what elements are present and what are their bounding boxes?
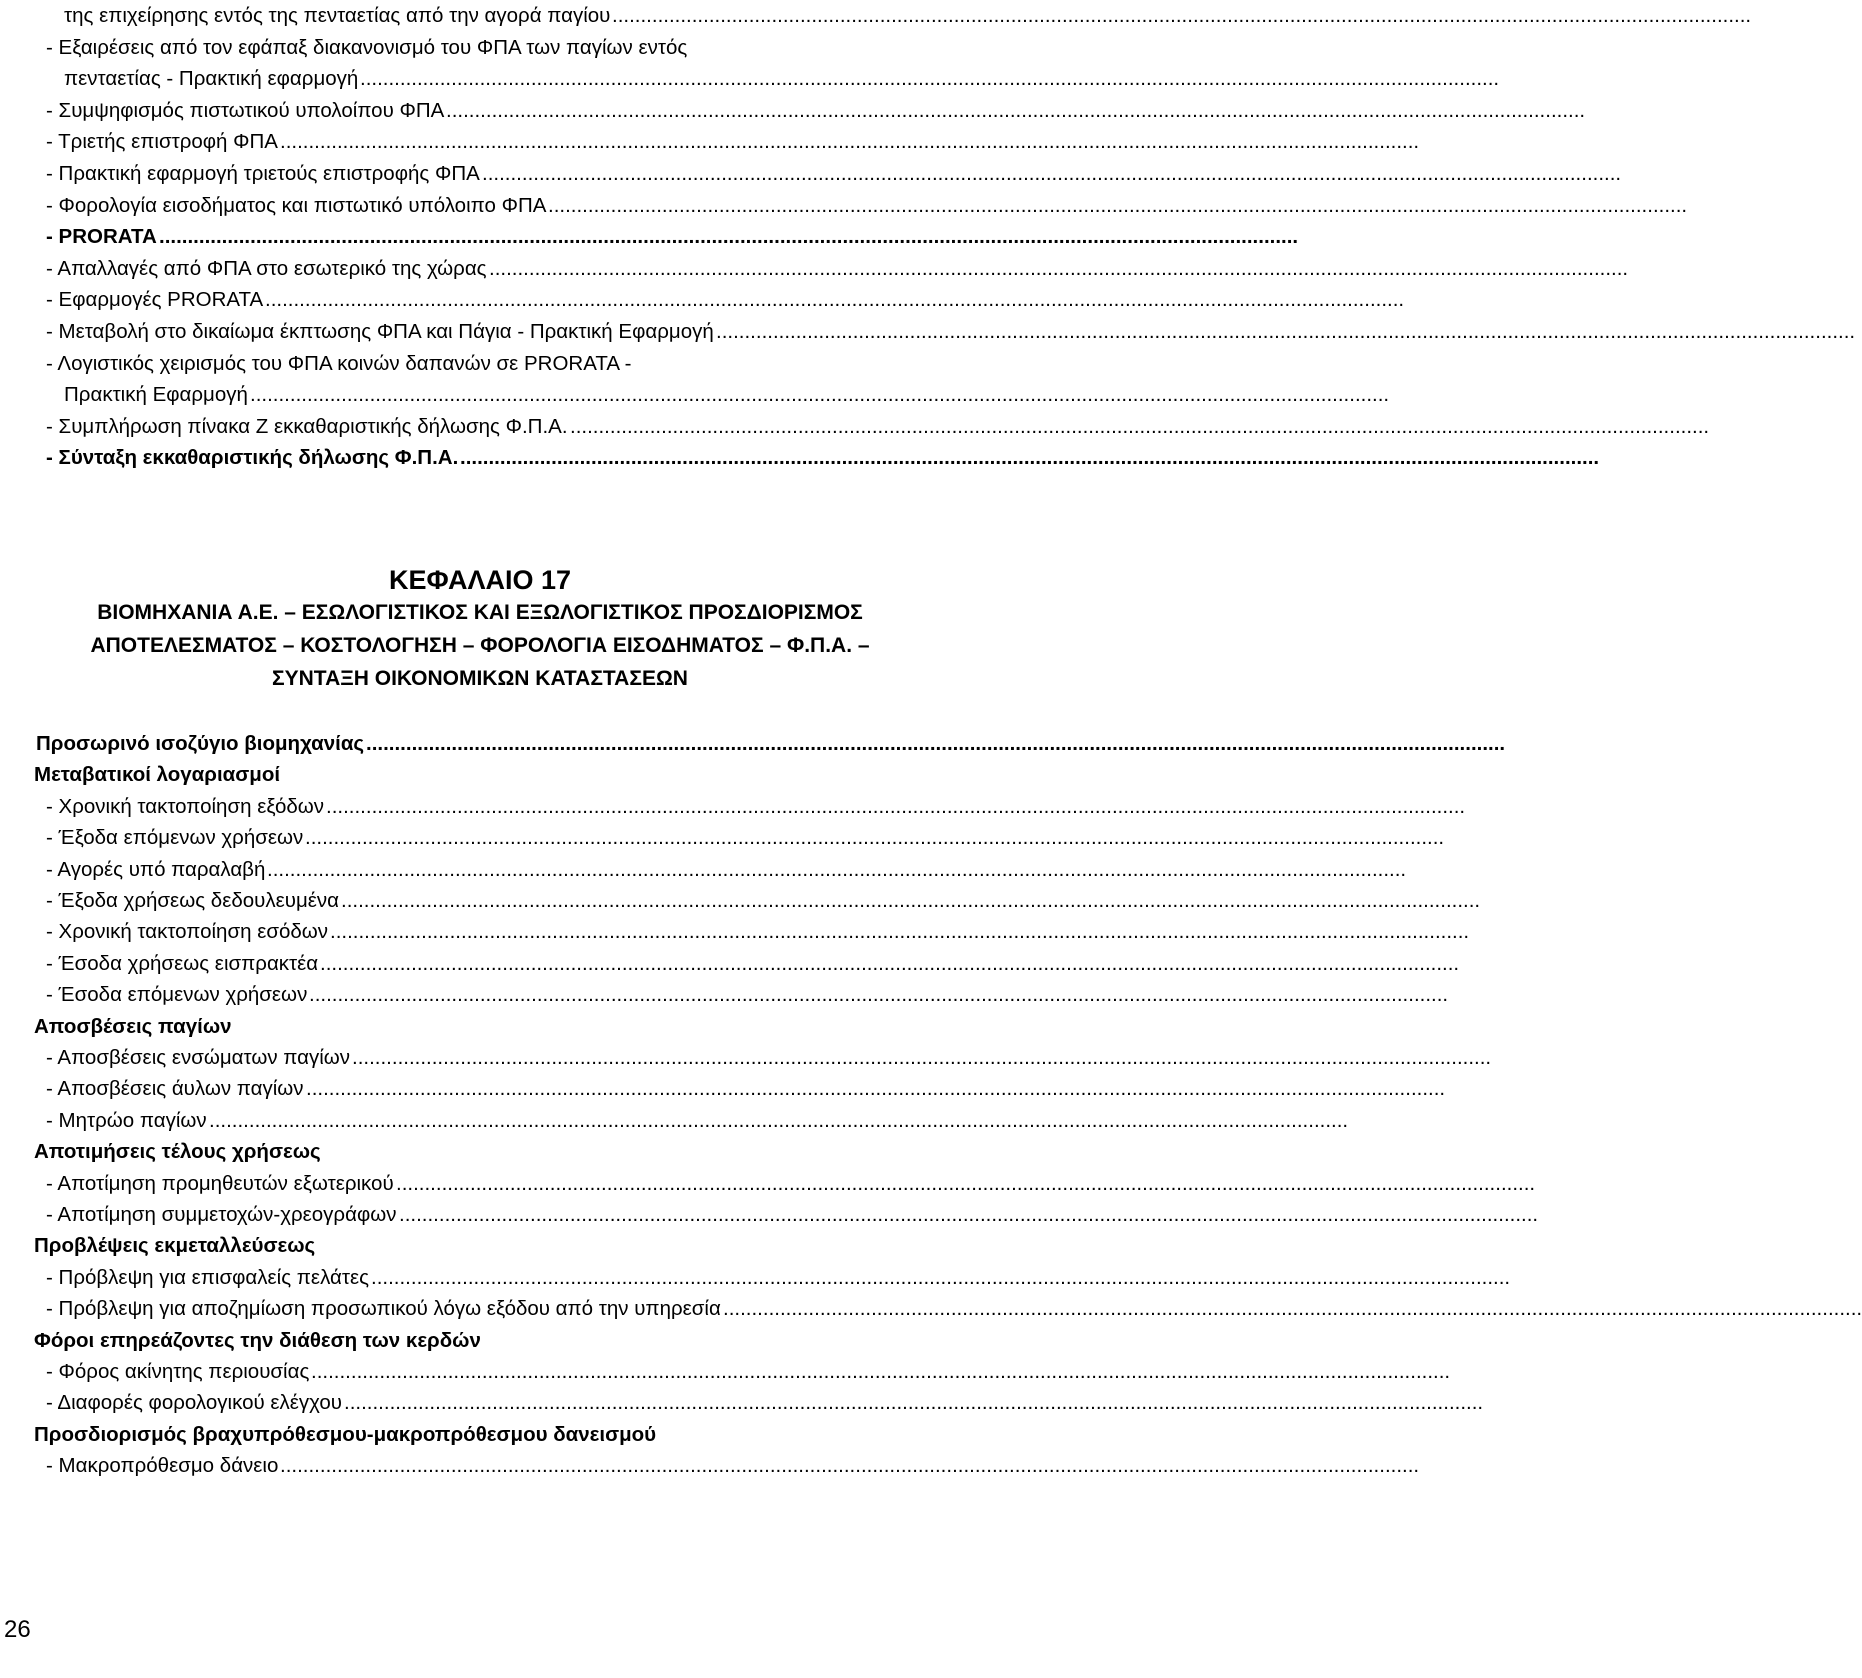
toc-entry	[0, 158, 1622, 190]
toc-entry	[0, 979, 1449, 1011]
toc-entry-text: - Αποτίμηση προμηθευτών εξωτερικού	[46, 1171, 394, 1195]
leader-dots: ........................................................................................................................................................................................................	[280, 1454, 1420, 1478]
leader-dots: ........................................................................................................................................................................................................	[311, 1360, 1451, 1383]
toc-entry-text: - Εξαιρέσεις από τον εφάπαξ διακανονισμό του ΦΠΑ των παγίων εντός	[46, 35, 688, 59]
chapter-title-line-3: ΣΥΝΤΑΞΗ ΟΙΚΟΝΟΜΙΚΩΝ ΚΑΤΑΣΤΑΣΕΩΝ	[272, 667, 688, 690]
toc-entry	[0, 822, 1445, 854]
leader-dots: ........................................................................................................................................................................................................	[306, 1077, 1446, 1101]
toc-entry-text: - Σύνταξη εκκαθαριστικής δήλωσης Φ.Π.Α.	[46, 446, 459, 470]
toc-entry	[0, 190, 1688, 222]
toc-entry	[0, 63, 1500, 95]
leader-dots: ........................................................................................................................................................................................................	[723, 1297, 1862, 1321]
leader-dots: ........................................................................................................................................................................................................	[267, 857, 1407, 881]
toc-entry-text: - Συμψηφισμός πιστωτικού υπολοίπου ΦΠΑ	[46, 98, 445, 122]
toc-entry	[0, 791, 1466, 823]
toc-entry	[0, 728, 1506, 760]
leader-dots: ........................................................................................................................................................................................................	[320, 951, 1460, 975]
leader-dots: ........................................................................................................................................................................................................	[548, 193, 1688, 217]
toc-entry-text: της επιχείρησης εντός της πενταετίας από την αγορά παγίου	[64, 4, 611, 27]
toc-entry	[0, 284, 1405, 316]
leader-dots: ........................................................................................................................................................................................................	[341, 889, 1481, 912]
leader-dots: ........................................................................................................................................................................................................	[489, 256, 1629, 280]
toc-entry	[0, 1325, 960, 1357]
toc-entry-text: Μεταβατικοί λογαριασμοί	[34, 763, 281, 787]
leader-dots: ........................................................................................................................................................................................................	[399, 1203, 1539, 1226]
toc-entry	[0, 1262, 1511, 1294]
toc-entry-text: - Αποτίμηση συμμετοχών-χρεογράφων	[46, 1203, 397, 1226]
toc-entry	[0, 1011, 960, 1043]
toc-entry	[0, 916, 1470, 948]
toc-entry	[0, 348, 960, 380]
leader-dots: ........................................................................................................................................................................................................	[612, 4, 1752, 27]
page-number: 26	[4, 1616, 31, 1643]
toc-entry	[0, 1073, 1446, 1105]
toc-entry	[0, 948, 1460, 980]
leader-dots: ........................................................................................................................................................................................................	[446, 98, 1586, 122]
leader-dots: ........................................................................................................................................................................................................	[280, 130, 1420, 154]
leader-dots: ........................................................................................................................................................................................................	[396, 1171, 1536, 1195]
toc-entry-text: - Αποσβέσεις ενσώματων παγίων	[46, 1046, 351, 1069]
toc-entry-text: - Μεταβολή στο δικαίωμα έκπτωσης ΦΠΑ και Πάγια - Πρακτική Εφαρμογή	[46, 320, 714, 343]
leader-dots: ........................................................................................................................................................................................................	[330, 920, 1470, 944]
toc-entry	[0, 0, 1752, 32]
toc-entry	[0, 1199, 1539, 1231]
leader-dots: ........................................................................................................................................................................................................	[371, 1265, 1511, 1289]
toc-entry-text: Αποτιμήσεις τέλους χρήσεως	[34, 1140, 321, 1164]
toc-entry	[0, 1168, 1536, 1200]
toc-entry-text: - PRORATA	[46, 225, 157, 249]
toc-entry	[0, 1419, 960, 1451]
toc-entry-text: - Λογιστικός χειρισμός του ΦΠΑ κοινών δαπανών σε PRORATA -	[46, 351, 632, 375]
leader-dots: ........................................................................................................................................................................................................	[570, 414, 1710, 438]
toc-entry	[0, 1293, 1862, 1325]
leader-dots: ........................................................................................................................................................................................................	[265, 288, 1405, 312]
toc-entry-text: - Έσοδα επόμενων χρήσεων	[46, 983, 308, 1007]
toc-entry-text: - Μακροπρόθεσμο δάνειο	[46, 1454, 279, 1478]
toc-entry-text: - Έξοδα επόμενων χρήσεων	[46, 826, 304, 850]
leader-dots: ........................................................................................................................................................................................................	[460, 446, 1600, 470]
toc-entry-text: - Διαφορές φορολογικού ελέγχου	[46, 1391, 342, 1415]
toc-entry	[0, 316, 1856, 348]
toc-entry-text: - Αποσβέσεις άυλων παγίων	[46, 1077, 304, 1101]
toc-entry	[0, 854, 1407, 886]
toc-entry-text: - Μητρώο παγίων	[46, 1108, 207, 1132]
toc-entry	[0, 126, 1420, 158]
toc-entry-text: - Απαλλαγές από ΦΠΑ στο εσωτερικό της χώρας	[46, 256, 487, 280]
toc-entry	[0, 1136, 960, 1168]
toc-entry-text: - Έσοδα χρήσεως εισπρακτέα	[46, 951, 319, 975]
leader-dots: ........................................................................................................................................................................................................	[352, 1046, 1492, 1069]
toc-entry-text: - Χρονική τακτοποίηση εσόδων	[46, 920, 329, 944]
toc-entry-text: - Πρακτική εφαρμογή τριετούς επιστροφής ΦΠΑ	[46, 162, 480, 185]
leader-dots: ........................................................................................................................................................................................................	[482, 162, 1622, 185]
leader-dots: ........................................................................................................................................................................................................	[250, 383, 1390, 407]
leader-dots: ........................................................................................................................................................................................................	[716, 320, 1856, 343]
toc-entry	[0, 1387, 1484, 1419]
toc-entry	[0, 759, 960, 791]
leader-dots: ........................................................................................................................................................................................................	[159, 225, 1299, 249]
toc-entry-text: - Έξοδα χρήσεως δεδουλευμένα	[46, 889, 340, 912]
toc-entry	[0, 1356, 1451, 1388]
leader-dots: ........................................................................................................................................................................................................	[366, 732, 1506, 755]
toc-entry-text: Φόροι επηρεάζοντες την διάθεση των κερδών	[34, 1328, 481, 1352]
toc-entry	[0, 885, 1481, 917]
chapter-title-line-1: ΒΙΟΜΗΧΑΝΙΑ Α.Ε. – ΕΣΩΛΟΓΙΣΤΙΚΟΣ ΚΑΙ ΕΞΩΛΟΓΙΣΤΙΚΟΣ ΠΡΟΣΔΙΟΡΙΣΜΟΣ	[97, 601, 863, 624]
toc-entry-text: Αποσβέσεις παγίων	[34, 1014, 232, 1038]
toc-entry	[0, 1105, 1349, 1137]
toc-entry	[0, 221, 1299, 253]
toc-entry	[0, 95, 1586, 127]
toc-entry-text: - Φορολογία εισοδήματος και πιστωτικό υπόλοιπο ΦΠΑ	[46, 193, 547, 217]
toc-entry	[0, 1450, 1420, 1482]
toc-entry-text: - Αγορές υπό παραλαβή	[46, 857, 266, 881]
toc-entry-text: Προσωρινό ισοζύγιο βιομηχανίας	[36, 732, 365, 755]
toc-entry-text: Πρακτική Εφαρμογή	[64, 383, 248, 407]
toc-entry-text: Προβλέψεις εκμεταλλεύσεως	[34, 1234, 316, 1258]
toc-entry	[0, 379, 1390, 411]
toc-entry	[0, 411, 1710, 443]
toc-entry-text: - Φόρος ακίνητης περιουσίας	[46, 1360, 310, 1383]
leader-dots: ........................................................................................................................................................................................................	[209, 1108, 1349, 1132]
toc-entry-text: πενταετίας - Πρακτική εφαρμογή	[64, 67, 359, 91]
leader-dots: ........................................................................................................................................................................................................	[309, 983, 1449, 1007]
toc-entry-text: - Τριετής επιστροφή ΦΠΑ	[46, 130, 278, 154]
toc-entry-text: - Χρονική τακτοποίηση εξόδων	[46, 794, 325, 818]
chapter-number: ΚΕΦΑΛΑΙΟ 17	[389, 565, 571, 595]
toc-entry-text: - Πρόβλεψη για επισφαλείς πελάτες	[46, 1265, 369, 1289]
toc-entry-text: Προσδιορισμός βραχυπρόθεσμου-μακροπρόθεσμου δανεισμού	[34, 1422, 657, 1446]
leader-dots: ........................................................................................................................................................................................................	[344, 1391, 1484, 1415]
leader-dots: ........................................................................................................................................................................................................	[326, 794, 1466, 818]
toc-entry	[0, 442, 1600, 474]
leader-dots: ........................................................................................................................................................................................................	[360, 67, 1500, 91]
toc-entry	[0, 1230, 960, 1262]
toc-entry-text: - Εφαρμογές PRORATA	[46, 288, 264, 312]
toc-entry-text: - Πρόβλεψη για αποζημίωση προσωπικού λόγω εξόδου από την υπηρεσία	[46, 1297, 721, 1321]
toc-entry-text: - Συμπλήρωση πίνακα Ζ εκκαθαριστικής δήλωσης Φ.Π.Α.	[46, 414, 568, 438]
toc-entry	[0, 253, 1629, 285]
toc-entry	[0, 32, 960, 64]
toc-entry	[0, 1042, 1492, 1074]
leader-dots: ........................................................................................................................................................................................................	[305, 826, 1445, 850]
chapter-title-line-2: ΑΠΟΤΕΛΕΣΜΑΤΟΣ – ΚΟΣΤΟΛΟΓΗΣΗ – ΦΟΡΟΛΟΓΙΑ ΕΙΣΟΔΗΜΑΤΟΣ – Φ.Π.Α. –	[90, 634, 870, 657]
